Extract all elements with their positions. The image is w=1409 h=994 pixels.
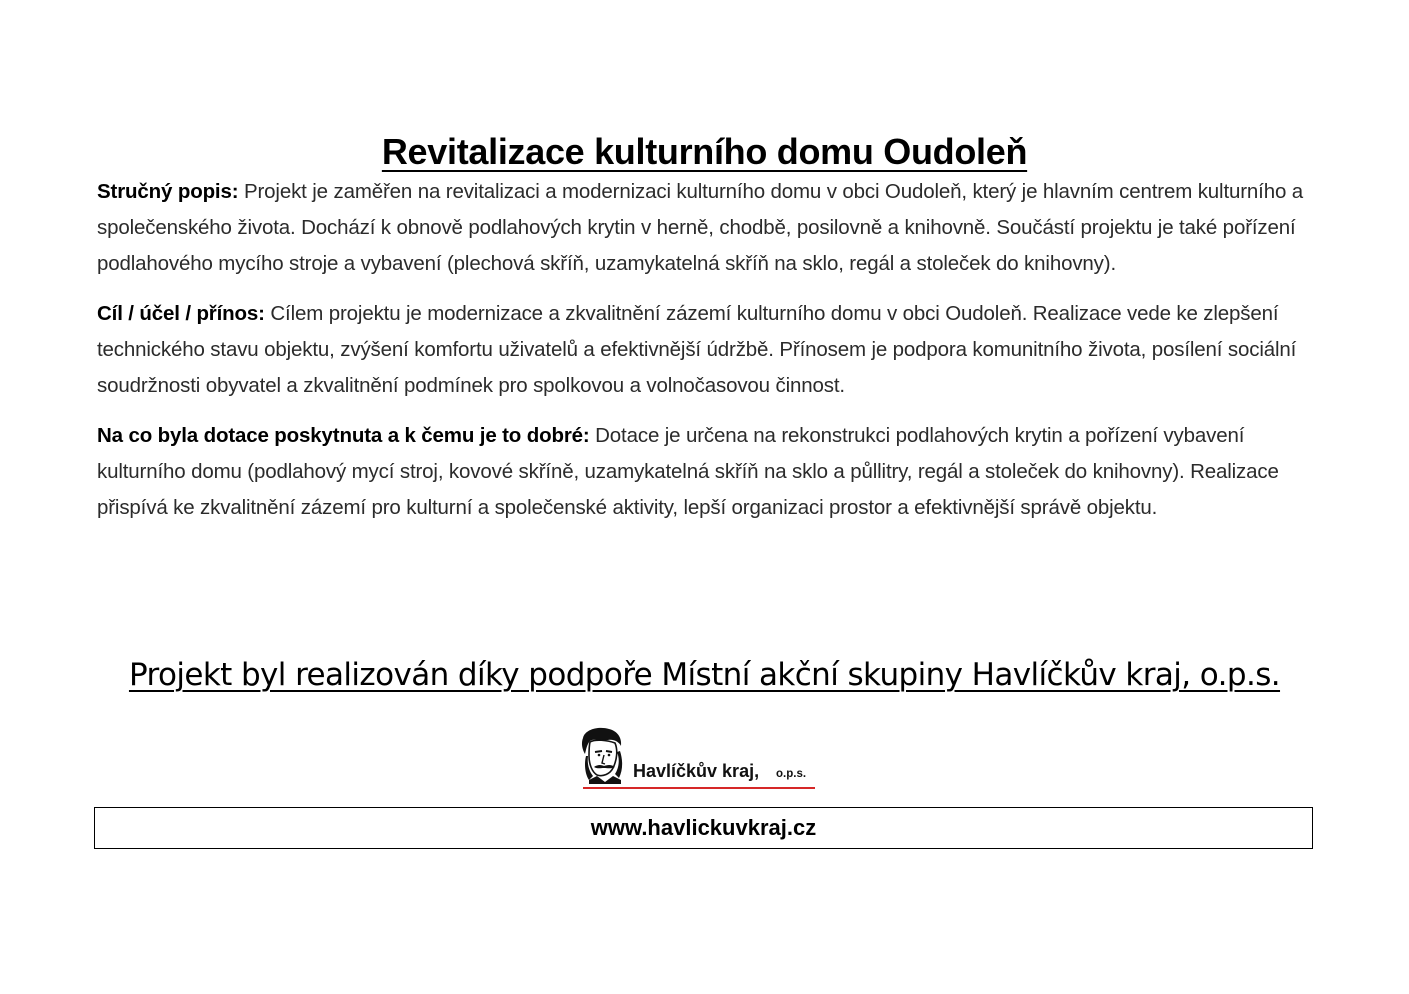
logo-suffix: o.p.s. <box>776 768 807 780</box>
website-link[interactable]: www.havlickuvkraj.cz <box>590 815 817 840</box>
support-statement: Projekt byl realizován díky podpoře Místní akční skupiny Havlíčkův kraj, o.p.s. <box>128 657 1281 693</box>
project-description <box>97 174 1312 540</box>
section-grant-usage <box>97 418 1312 526</box>
section-lead: Stručný popis: <box>97 180 239 203</box>
section-goal-purpose-benefit <box>97 296 1312 404</box>
logo-underline <box>583 787 815 789</box>
section-short-description <box>97 174 1312 282</box>
page-title: Revitalizace kulturního domu Oudoleň <box>381 131 1028 173</box>
havlickuv-kraj-logo <box>577 724 823 796</box>
section-text: Projekt je zaměřen na revitalizaci a modernizaci kulturního domu v obci Oudoleň, který je hlavním centrem kulturního a společenského života. Dochází k obnově podlahových krytin v herně, chodbě, posilovně a knihovně. Součástí projektu je také pořízení podlahového mycího stroje a vybavení (plechová skříň, uzamykatelná skříň na sklo, regál a stoleček do knihovny). <box>97 180 1304 275</box>
havlicek-portrait-icon <box>582 728 622 784</box>
logo-name: Havlíčkův kraj, <box>633 761 760 781</box>
section-text: Dotace je určena na rekonstrukci podlahových krytin a pořízení vybavení kulturního domu (podlahový mycí stroj, kovové skříně, uzamykatelná skříň na sklo a půllitry, regál a stoleček do knihovny). Realizace přispívá ke zkvalitnění zázemí pro kulturní a společenské aktivity, lepší organizaci prostor a efektivnější správě objektu. <box>97 424 1279 519</box>
footer-box <box>94 807 1313 849</box>
section-text: Cílem projektu je modernizace a zkvalitnění zázemí kulturního domu v obci Oudoleň. Realizace vede ke zlepšení technického stavu objektu, zvýšení komfortu uživatelů a efektivnější údržbě. Přínosem je podpora komunitního života, posílení sociální soudržnosti obyvatel a zkvalitnění podmínek pro spolkovou a volnočasovou činnost. <box>97 302 1297 397</box>
section-lead: Na co byla dotace poskytnuta a k čemu je to dobré: <box>97 424 590 447</box>
section-lead: Cíl / účel / přínos: <box>97 302 265 325</box>
